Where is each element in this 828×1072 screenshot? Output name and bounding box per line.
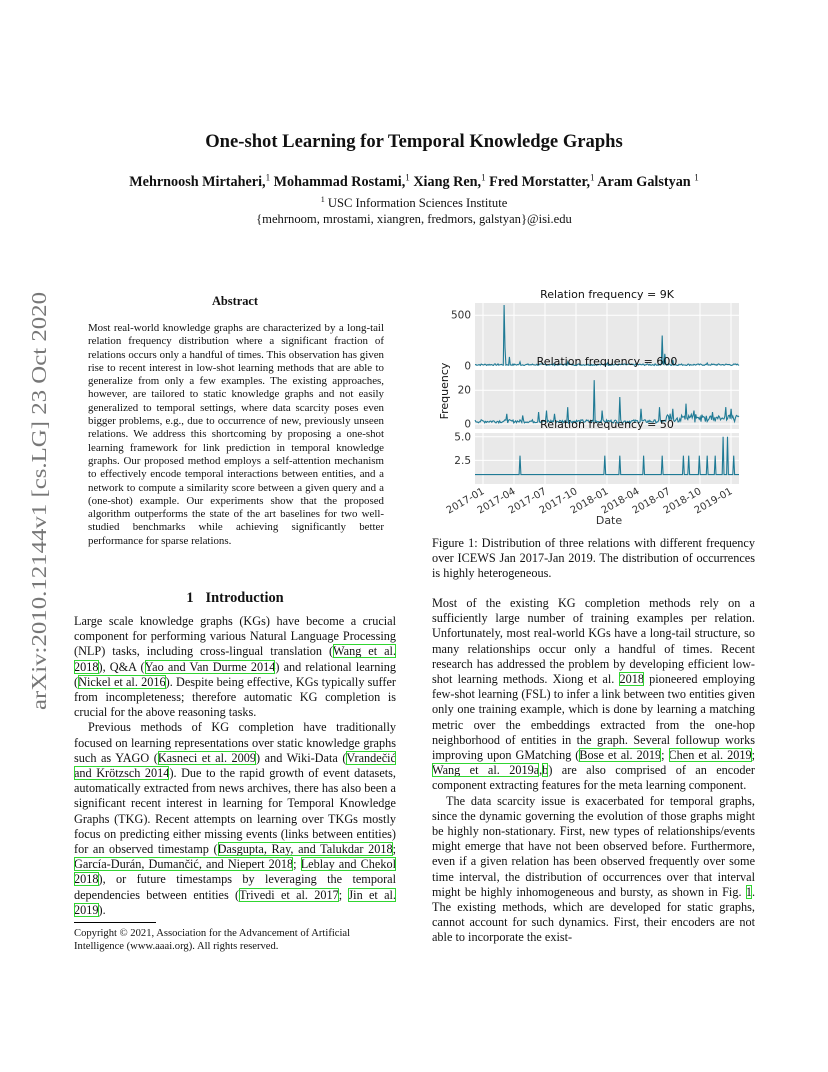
y-tick-label: 0 xyxy=(464,418,471,431)
x-tick-label: 2019-01 xyxy=(692,486,735,517)
panel-title: Relation frequency = 600 xyxy=(536,355,678,368)
abstract-heading: Abstract xyxy=(211,294,259,308)
x-tick-label: 2017-10 xyxy=(537,486,580,517)
x-tick-label: 2018-07 xyxy=(630,486,673,517)
citation-link[interactable]: b xyxy=(542,763,549,778)
figure-caption: Figure 1: Distribution of three relations with different frequency over ICEWS Jan 2017-Jan 2019. The distribution of occurrences is highly heterogeneous. xyxy=(432,536,755,581)
paragraph: Previous methods of KG completion have traditionally focused on learning representations over static knowledge graphs such as YAGO (Kasneci et al. 2009) and Wiki-Data (Vrandečić and Krötzsch 2014). Due to the rapid growth of event datasets, automatically extracted from news archives, there has also been a significant recent interest in learning for Temporal Knowledge Graphs (TKG). Recent attempts on learning over TKGs mostly focus on predicting either missing events (links between entities) for an observed timestamp (Dasgupta, Ray, and Talukdar 2018; García-Durán, Dumančić, and Niepert 2018; Leblay and Chekol 2018), or future timestamps by leveraging the temporal dependencies between entities (Trivedi et al. 2017; Jin et al. 2019). xyxy=(74,720,396,917)
citation-link[interactable]: Dasgupta, Ray, and Talukdar 2018 xyxy=(217,842,393,857)
y-tick-label: 0 xyxy=(464,360,471,373)
panel-title: Relation frequency = 50 xyxy=(540,418,674,431)
x-tick-label: 2017-07 xyxy=(506,486,549,517)
y-tick-label: 5.0 xyxy=(454,431,471,444)
citation-link[interactable]: Kasneci et al. 2009 xyxy=(157,750,257,765)
figure-reference-link[interactable]: 1 xyxy=(745,884,752,899)
author-list xyxy=(0,172,828,191)
citation-link[interactable]: 2018 xyxy=(619,672,644,687)
citation-link[interactable]: Bose et al. 2019 xyxy=(579,748,662,763)
citation-link[interactable]: Jin et al. 2019 xyxy=(74,887,396,917)
citation-link[interactable]: Yao and Van Durme 2014 xyxy=(144,659,276,674)
arxiv-id-text: arXiv:2010.12144v1 [cs.LG] 23 Oct 2020 xyxy=(27,348,51,710)
x-tick-label: 2018-01 xyxy=(568,486,611,517)
citation-link[interactable]: Trivedi et al. 2017 xyxy=(239,887,339,902)
figure-1 xyxy=(424,286,770,530)
frequency-chart xyxy=(424,286,770,530)
paragraph: Large scale knowledge graphs (KGs) have become a crucial component for performing various Natural Language Processing (NLP) tasks, including cross-lingual translation (Wang et al. 2018), Q&A (Yao and Van Durme 2014) and relational learning (Nickel et al. 2016). Despite being effective, KGs typically suffer from incompleteness; therefore automatic KG completion is crucial for the above reasoning tasks. xyxy=(74,614,396,720)
right-column-body xyxy=(432,596,755,946)
citation-link[interactable]: Wang et al. 2018 xyxy=(74,644,396,674)
paper-title: One-shot Learning for Temporal Knowledge Graphs xyxy=(205,131,623,152)
paragraph: The data scarcity issue is exacerbated for temporal graphs, since the dynamic governing the evolution of those graphs might be highly non-stationary. First, new types of relationships/events might emerge that have not been observed before. Furthermore, even if a given relation has been observed frequently over some time interval, the distribution of occurrences over that interval might be highly inhomogeneous and bursty, as shown in Fig. 1. The existing methods, which are developed for static graphs, cannot account for such dynamics. First, their encoders are not able to incorporate the exist- xyxy=(432,793,755,945)
citation-link[interactable]: Chen et al. 2019 xyxy=(668,748,752,763)
arxiv-identifier xyxy=(18,290,58,710)
citation-link[interactable]: Wang et al. 2019a xyxy=(432,763,540,778)
citation-link[interactable]: Leblay and Chekol 2018 xyxy=(74,857,396,887)
author: Mehrnoosh Mirtaheri,$^1$ xyxy=(129,172,271,190)
citation-link[interactable]: Vrandečić and Krötzsch 2014 xyxy=(74,750,396,781)
affiliation: $^1$ USC Information Sciences Institute xyxy=(320,195,508,211)
x-tick-label: 2018-04 xyxy=(599,486,642,517)
copyright-footnote: Copyright © 2021, Association for the Advancement of Artificial Intelligence (www.aaai.org). All rights reserved. xyxy=(74,928,351,952)
section-heading: 1 Introduction xyxy=(186,590,284,606)
footnote-rule xyxy=(74,922,156,923)
y-tick-label: 500 xyxy=(450,309,471,322)
author: Aram Galstyan $^1$ xyxy=(597,172,699,190)
author: Mohammad Rostami,$^1$ xyxy=(273,172,410,190)
x-tick-label: 2018-10 xyxy=(661,486,704,517)
y-tick-label: 2.5 xyxy=(454,454,471,467)
author: Fred Morstatter,$^1$ xyxy=(489,172,595,190)
y-tick-label: 20 xyxy=(457,384,471,397)
x-tick-label: 2017-04 xyxy=(475,486,518,517)
citation-link[interactable]: Nickel et al. 2016 xyxy=(78,674,166,689)
left-column-body xyxy=(74,614,396,918)
abstract-text: Most real-world knowledge graphs are characterized by a long-tail relation frequency distribution where a significant fraction of relations occurs only a handful of times. This observation has given rise to recent interest in low-shot learning methods that are able to generalize from only a few examples. The existing approaches, however, are tailored to static knowledge graphs and not easily generalized to temporal settings, where data scarcity poses even bigger problems, e.g., due to occurrence of new, previously unseen relations. We address this shortcoming by proposing a one-shot learning framework for link prediction in temporal knowledge graphs. Our proposed method employs a self-attention mechanism to effectively encode temporal interactions between entities, and a network to compute a similarity score between a given query and a (one-shot) example. Our experiments show that the proposed algorithm outperforms the state of the art baselines for two well-studied benchmarks while achieving significantly better performance for sparse relations. xyxy=(88,322,384,547)
paragraph: Most of the existing KG completion methods rely on a sufficiently large number of training examples per relation. Unfortunately, most real-world KGs have a long-tail structure, so many relationships occur only a handful of times. Recent research has addressed the problem by developing efficient low-shot learning methods. Xiong et al. 2018 pioneered employing few-shot learning (FSL) to infer a link between two entities given only one training example, which is done by learning a matching metric over the embeddings extracted from the one-hop neighborhood of entities in the graph. Several followup works improving upon GMatching (Bose et al. 2019; Chen et al. 2019; Wang et al. 2019a,b) are also comprised of an encoder component extracting features for the meta learning component. xyxy=(432,596,756,793)
author-emails: {mehrnoom, mrostami, xiangren, fredmors, galstyan}@isi.edu xyxy=(256,212,572,227)
x-tick-label: 2017-01 xyxy=(444,486,487,517)
affiliation-block xyxy=(0,192,828,227)
y-axis-label: Frequency xyxy=(438,362,451,420)
panel-title: Relation frequency = 9K xyxy=(540,288,674,301)
x-axis-label: Date xyxy=(595,514,623,527)
citation-link[interactable]: García-Durán, Dumančić, and Niepert 2018 xyxy=(74,857,294,872)
author: Xiang Ren,$^1$ xyxy=(413,172,486,190)
